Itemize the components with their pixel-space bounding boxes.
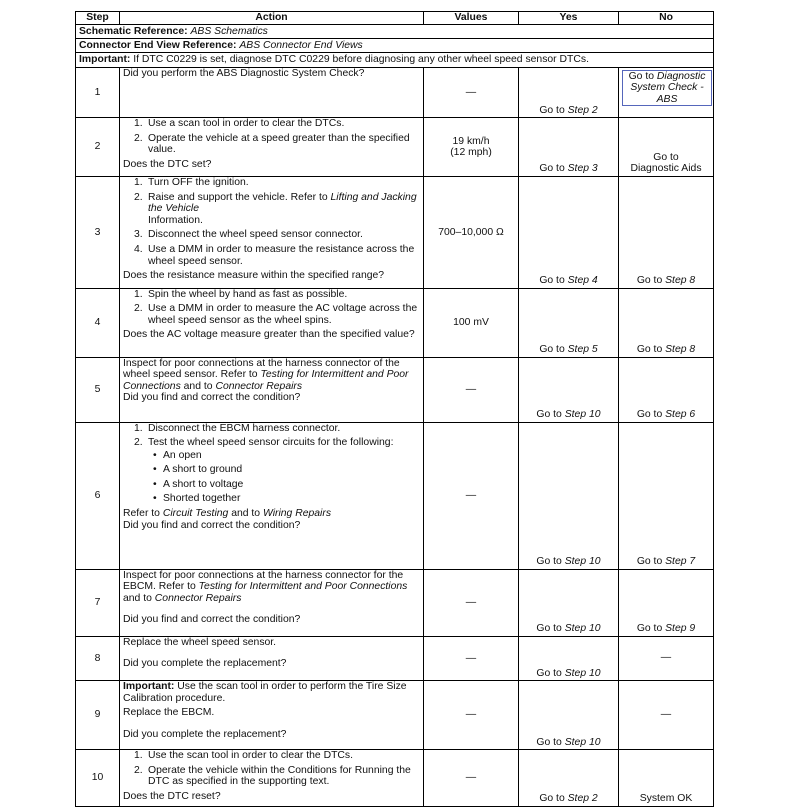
table-row [76, 357, 714, 422]
yes-link[interactable]: Step 2 [567, 104, 598, 116]
no-cell: Go to Step 8 [619, 177, 714, 289]
question: Did you complete the replacement? [123, 728, 287, 740]
yes-link[interactable]: Step 4 [567, 275, 598, 287]
connector-repairs-link[interactable]: Connector Repairs [154, 592, 242, 604]
diagnostic-aids-link[interactable]: Diagnostic Aids [630, 163, 702, 175]
table-row [76, 67, 714, 118]
question: Did you find and correct the condition? [123, 392, 301, 404]
step-number: 8 [76, 636, 120, 681]
action-item: 3. Disconnect the wheel speed sensor connector. [134, 229, 363, 241]
value-cell: — [424, 67, 519, 118]
step-number: 1 [76, 67, 120, 118]
yes-link[interactable]: Step 10 [564, 622, 601, 634]
value-cell: 19 km/h (12 mph) [424, 118, 519, 177]
action-item: 1. Use the scan tool in order to clear the DTCs. [134, 750, 354, 762]
action-cell: Replace the wheel speed sensor. Did you complete the replacement? [120, 636, 424, 681]
connector-repairs-link[interactable]: Connector Repairs [215, 380, 303, 392]
value-cell: — [424, 422, 519, 569]
table-row [76, 569, 714, 636]
yes-link[interactable]: Step 10 [564, 736, 601, 748]
yes-link[interactable]: Step 10 [564, 555, 601, 567]
yes-cell: Go to Step 5 [519, 288, 619, 357]
no-link[interactable]: Step 8 [665, 275, 696, 287]
action-item: 2. Raise and support the vehicle. Refer to Lifting and Jacking the Vehicle Information. [134, 191, 417, 226]
action-item: 1. Spin the wheel by hand as fast as possible. [134, 288, 348, 300]
no-cell: Go to Step 9 [619, 569, 714, 636]
header-row [76, 12, 714, 25]
action-cell [120, 750, 424, 807]
no-cell: System OK [619, 750, 714, 807]
yes-link[interactable]: Step 3 [567, 163, 598, 175]
yes-cell: Go to Step 10 [519, 636, 619, 681]
step-number: 6 [76, 422, 120, 569]
important-row [76, 53, 714, 67]
yes-link[interactable]: Step 2 [567, 793, 598, 805]
no-cell: Go to Step 8 [619, 288, 714, 357]
yes-cell: Go to Step 3 [519, 118, 619, 177]
diagnostic-table [75, 11, 714, 807]
action-item: 1. Disconnect the EBCM harness connector. [134, 422, 341, 434]
bullet-item: • Shorted together [123, 493, 420, 505]
yes-link[interactable]: Step 10 [564, 667, 601, 679]
question: Does the DTC set? [123, 159, 212, 171]
no-link[interactable]: Step 8 [665, 344, 696, 356]
action-item: 2. Operate the vehicle within the Conditions for Running the DTC as specified in the supporting text. [134, 764, 411, 788]
step-number: 10 [76, 750, 120, 807]
question: Does the resistance measure within the specified range? [123, 270, 385, 282]
action-cell [120, 177, 424, 289]
question: Did you complete the replacement? [123, 658, 287, 670]
yes-cell: Go to Step 10 [519, 422, 619, 569]
header-yes: Yes [519, 12, 619, 25]
important-text: If DTC C0229 is set, diagnose DTC C0229 before diagnosing any other wheel speed sensor DTCs. [133, 54, 589, 66]
no-link[interactable]: Step 7 [665, 555, 696, 567]
intermittent-link[interactable]: Testing for Intermittent and Poor Connections [198, 581, 408, 593]
table-row [76, 636, 714, 681]
important-label: Important: [79, 54, 131, 66]
no-cell: Go to Step 6 [619, 357, 714, 422]
schematic-reference-row [76, 25, 714, 39]
step-number: 2 [76, 118, 120, 177]
yes-cell: Go to Step 10 [519, 681, 619, 750]
table-row [76, 422, 714, 569]
intermittent-link[interactable]: Testing for Intermittent and Poor Connections [123, 369, 409, 392]
connector-reference-row [76, 39, 714, 53]
action-item: 2. Use a DMM in order to measure the AC voltage across the wheel speed sensor as the wheel spins. [134, 303, 418, 326]
connector-link[interactable]: ABS Connector End Views [239, 40, 363, 52]
yes-cell: Go to Step 10 [519, 569, 619, 636]
connector-label: Connector End View Reference: [79, 40, 237, 52]
action-item: 4. Use a DMM in order to measure the resistance across the wheel speed sensor. [134, 244, 415, 267]
action-cell [120, 67, 424, 118]
no-cell: Go to Step 7 [619, 422, 714, 569]
bullet-item: • A short to voltage [123, 479, 420, 491]
value-cell: — [424, 681, 519, 750]
question: Did you find and correct the condition? [123, 614, 301, 626]
header-values: Values [424, 12, 519, 25]
action-item: 2. Test the wheel speed sensor circuits for the following: • An open • A short to ground • A short to voltage • Shorted together [123, 437, 420, 505]
table-row [76, 681, 714, 750]
value-cell: — [424, 636, 519, 681]
yes-cell: Go to Step 2 [519, 67, 619, 118]
no-link[interactable]: Step 6 [665, 408, 696, 420]
question: Does the DTC reset? [123, 790, 221, 802]
action-cell: Inspect for poor connections at the harness connector for the EBCM. Refer to Testing for Intermittent and Poor Connections and to Connector Repairs Did you find and correct the condition? [120, 569, 424, 636]
no-cell: — [619, 681, 714, 750]
table-row [76, 118, 714, 177]
yes-cell: Go to Step 10 [519, 357, 619, 422]
step-number: 7 [76, 569, 120, 636]
header-action: Action [120, 12, 424, 25]
table-row [76, 288, 714, 357]
schematic-link[interactable]: ABS Schematics [190, 26, 268, 37]
bullet-item: • An open [123, 450, 420, 462]
header-step: Step [76, 12, 120, 25]
action-item: 1. Turn OFF the ignition. [134, 177, 249, 189]
action-cell: 1. Disconnect the EBCM harness connector. 2. Test the wheel speed sensor circuits for the following: • An open • A short to ground • A short to voltage • Shorted together Refer to Circuit Testing and to Wiring Repairs Did you find and correct the condition? [120, 422, 424, 569]
wiring-repairs-link[interactable]: Wiring Repairs [262, 508, 332, 520]
no-link[interactable]: Step 9 [665, 622, 696, 634]
circuit-testing-link[interactable]: Circuit Testing [162, 508, 229, 520]
step-number: 3 [76, 177, 120, 289]
table-row [76, 750, 714, 807]
value-cell: 100 mV [424, 288, 519, 357]
yes-cell: Go to Step 2 [519, 750, 619, 807]
no-cell: — [619, 636, 714, 681]
step-number: 4 [76, 288, 120, 357]
bullet-item: • A short to ground [123, 464, 420, 476]
yes-link[interactable]: Step 10 [564, 408, 601, 420]
value-cell: — [424, 750, 519, 807]
question: Did you perform the ABS Diagnostic System Check? [123, 67, 365, 79]
lifting-link[interactable]: Lifting and Jacking the Vehicle [148, 191, 417, 215]
header-no: No [619, 12, 714, 25]
action-cell: Inspect for poor connections at the harness connector of the wheel speed sensor. Refer to Testing for Intermittent and Poor Connections and to Connector Repairs Did you find and correct the condition? [120, 357, 424, 422]
schematic-label: Schematic Reference: [79, 26, 188, 37]
yes-cell: Go to Step 4 [519, 177, 619, 289]
action-item: 2. Operate the vehicle at a speed greater than the specified value. [134, 132, 410, 156]
value-cell: 700–10,000 Ω [424, 177, 519, 289]
value-cell: — [424, 357, 519, 422]
question: Did you find and correct the condition? [123, 519, 301, 531]
diagnostic-system-check-link[interactable]: Go to Diagnostic System Check - ABS [622, 70, 712, 107]
action-cell: Important: Use the scan tool in order to perform the Tire Size Calibration procedure. Replace the EBCM. Did you complete the replacement? [120, 681, 424, 750]
table-row [76, 177, 714, 289]
value-cell: — [424, 569, 519, 636]
question: Does the AC voltage measure greater than the specified value? [123, 329, 415, 341]
no-cell: Go to Diagnostic Aids [619, 118, 714, 177]
action-cell [120, 118, 424, 177]
yes-link[interactable]: Step 5 [567, 344, 598, 356]
no-cell [619, 67, 714, 118]
action-item: 1. Use a scan tool in order to clear the DTCs. [134, 118, 345, 130]
action-cell [120, 288, 424, 357]
step-number: 9 [76, 681, 120, 750]
step-number: 5 [76, 357, 120, 422]
